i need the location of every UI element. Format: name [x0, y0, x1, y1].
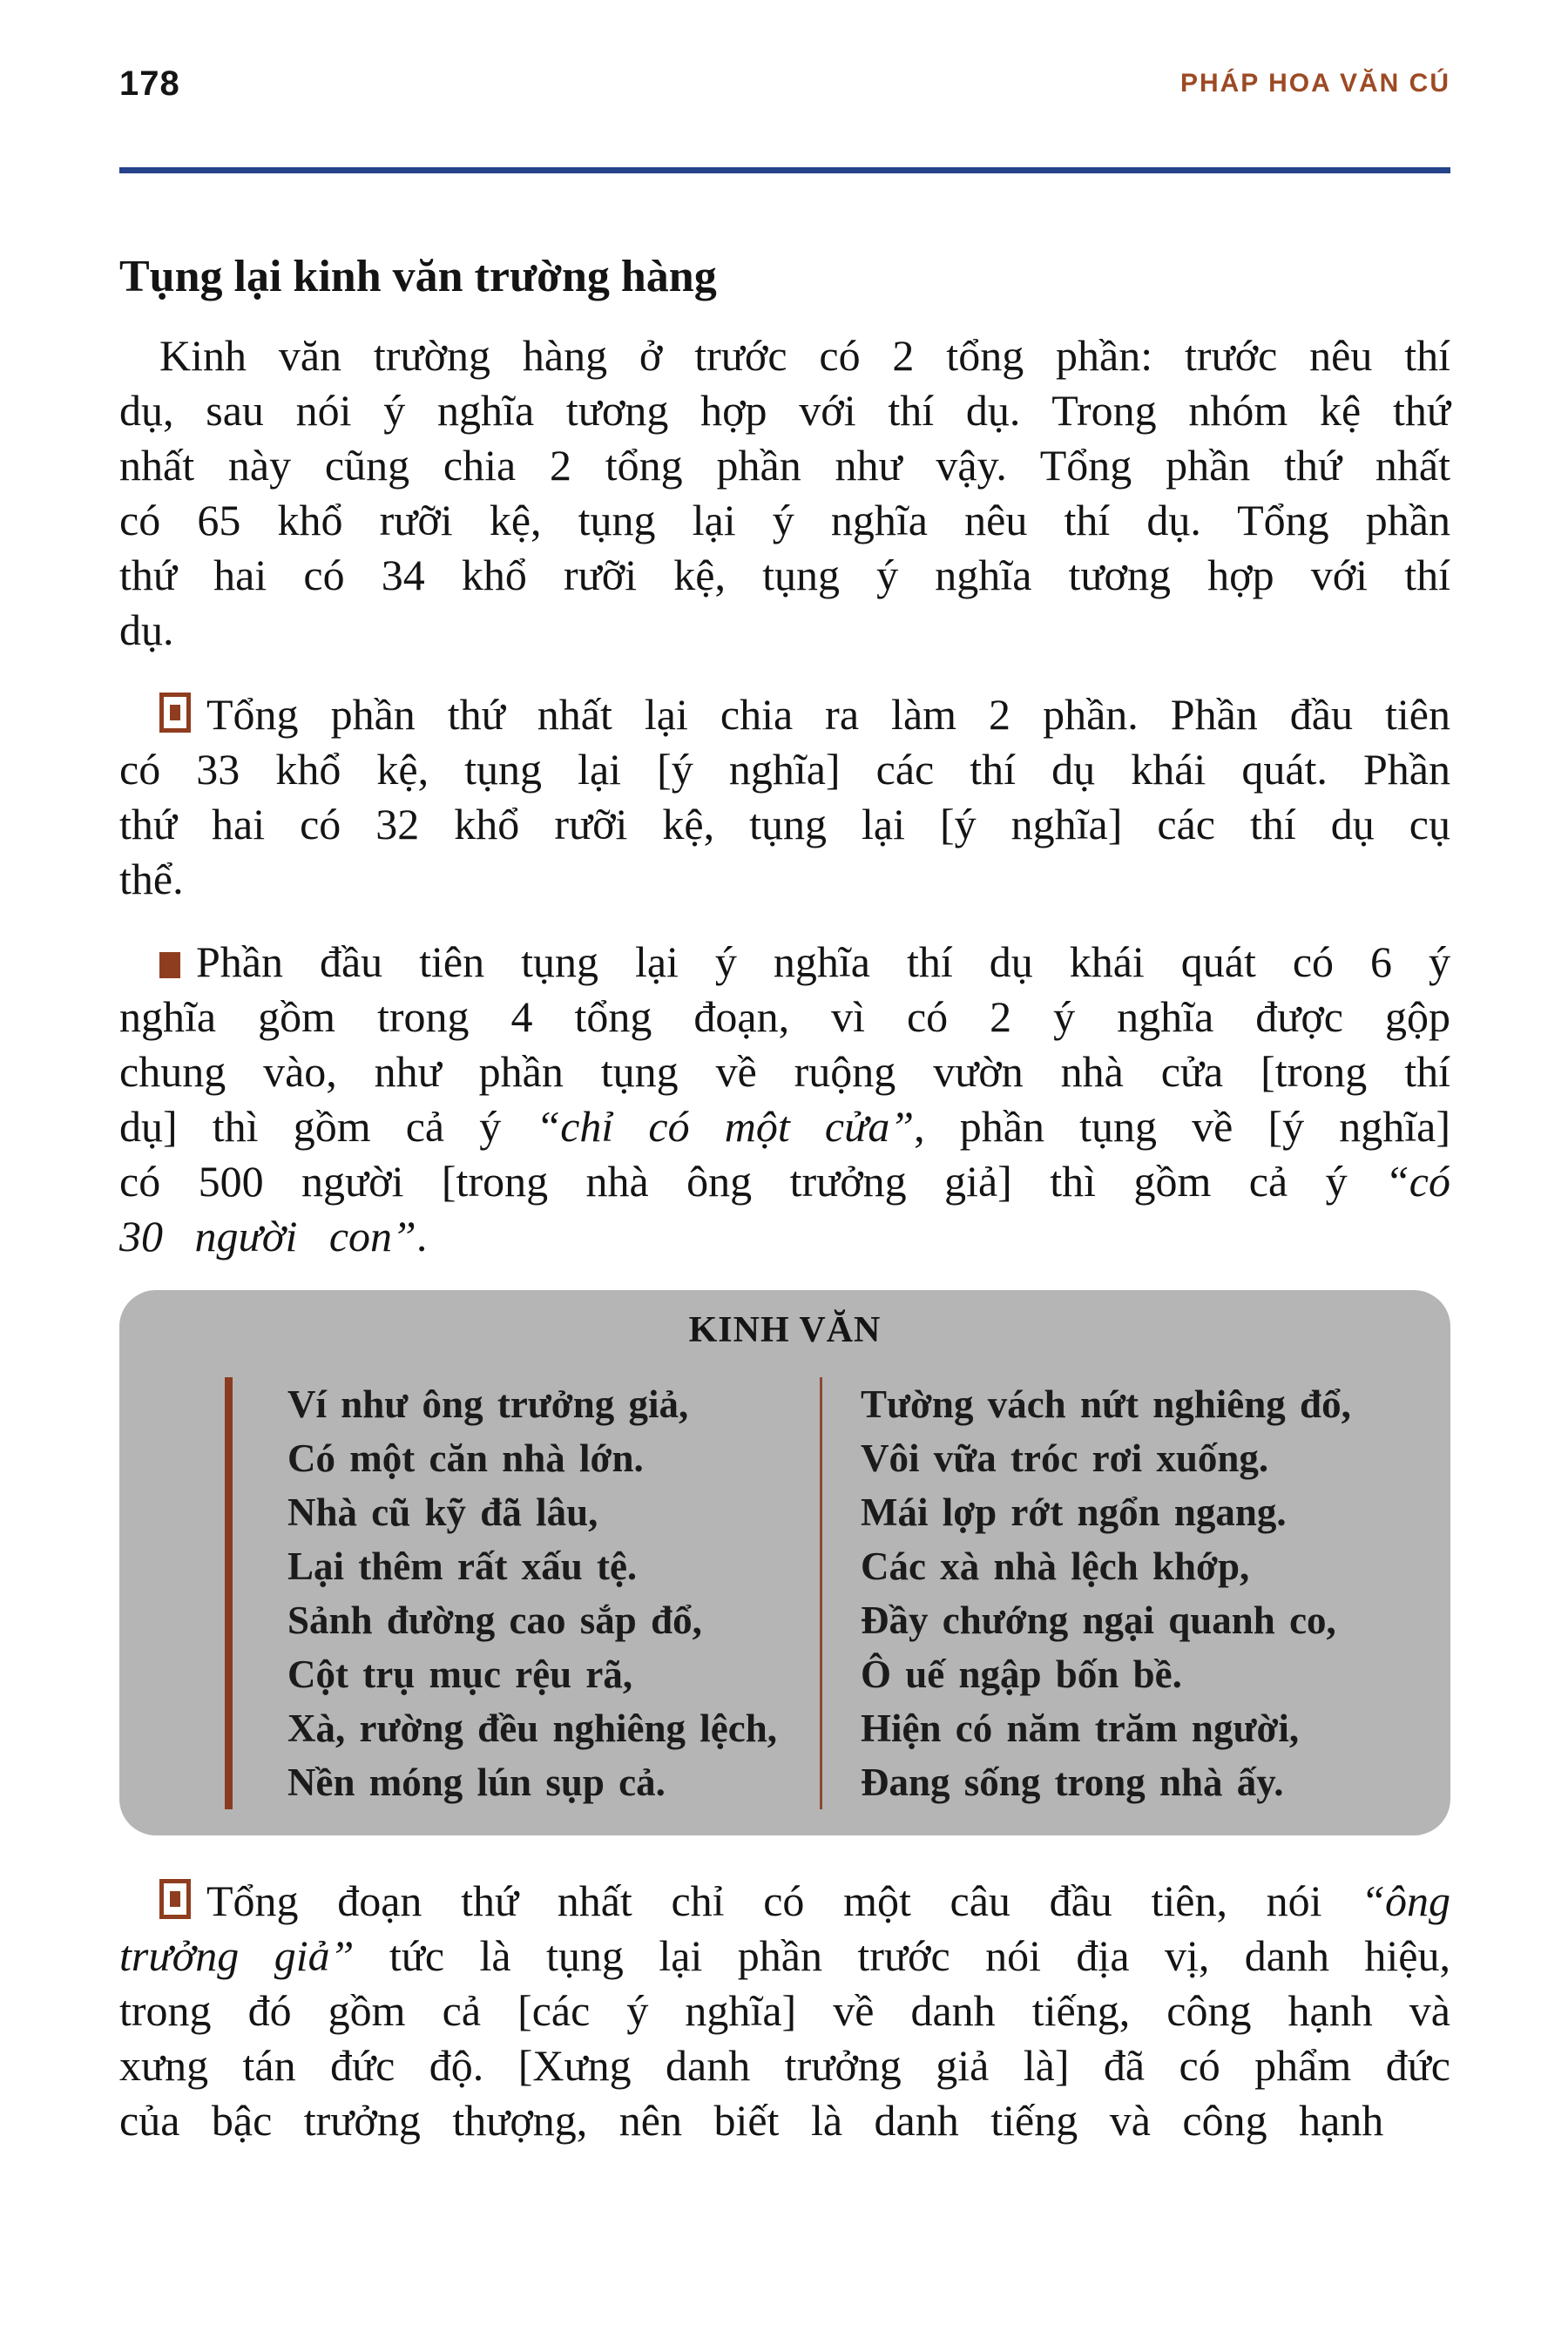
running-title: PHÁP HOA VĂN CÚ [1179, 69, 1450, 98]
paragraph-3-quote-2: “có 30 người con” [119, 1157, 1450, 1260]
verse-line: Xà, rường đều nghiêng lệch, [287, 1707, 777, 1750]
kinh-van-title: KINH VĂN [688, 1310, 882, 1350]
verse-line: Lại thêm rất xấu tệ. [287, 1544, 638, 1588]
paragraph-3-run-1: Phần đầu tiên tụng lại ý nghĩa thí dụ khái quát có 6 ý nghĩa gồm trong 4 tổng đoạn, vì có 2 ý nghĩa được gộp chung vào, như phần tụng về ruộng vườn nhà cửa [trong thí dụ] thì gồm cả ý [119, 937, 1450, 1151]
verse-line: Hiện có năm trăm người, [861, 1707, 1300, 1750]
verse-line: Ô uế ngập bốn bề. [861, 1652, 1182, 1696]
verse-line: Đầy chướng ngại quanh co, [861, 1598, 1336, 1642]
paragraph-1 [119, 328, 1450, 658]
paragraph-3-run-3: . [416, 1212, 428, 1260]
verse-line: Ví như ông trưởng giả, [287, 1382, 689, 1426]
paragraph-2-text: Tổng phần thứ nhất lại chia ra làm 2 phần. Phần đầu tiên có 33 khổ kệ, tụng lại [ý nghĩa] các thí dụ khái quát. Phần thứ hai có 32 khổ rưỡi kệ, tụng lại [ý nghĩa] các thí dụ cụ thể. [119, 690, 1450, 903]
paragraph-4-quote-1: “ông trưởng giả” [119, 1876, 1450, 1980]
kinh-van-box [119, 1290, 1450, 1835]
paragraph-3-run-2: , phần tụng về [ý nghĩa] có 500 người [trong nhà ông trưởng giả] thì gồm cả ý [119, 1102, 1450, 1206]
page-number: 178 [119, 64, 180, 103]
paragraph-4-run-2: tức là tụng lại phần trước nói địa vị, danh hiệu, trong đó gồm cả [các ý nghĩa] về danh tiếng, công hạnh và xưng tán đức độ. [Xưng danh trưởng giả là] đã có phẩm đức của bậc trưởng thượng, nên biết là danh tiếng và công hạnh [119, 1931, 1450, 2145]
verse-line: Nhà cũ kỹ đã lâu, [287, 1490, 598, 1534]
verse-line: Các xà nhà lệch khớp, [861, 1544, 1250, 1588]
verse-lines-left [287, 1377, 777, 1809]
paragraph-2 [119, 687, 1450, 907]
outlined-square-marker-fill [170, 1891, 180, 1907]
verse-line: Vôi vữa tróc rơi xuống. [861, 1436, 1269, 1480]
outlined-square-marker-fill [170, 705, 180, 720]
page-header [119, 0, 1450, 105]
verse-line: Tường vách nứt nghiêng đổ, [861, 1382, 1351, 1426]
paragraph-3 [119, 935, 1450, 1264]
verse-line: Nền móng lún sụp cả. [287, 1761, 666, 1804]
paragraph-3-quote-1: “chỉ có một cửa” [536, 1102, 915, 1151]
solid-square-marker-icon [159, 952, 180, 978]
verse-row [119, 1377, 1450, 1809]
outlined-square-marker-icon [159, 693, 191, 733]
section-heading: Tụng lại kinh văn trường hàng [119, 252, 717, 301]
verse-line: Cột trụ mục rệu rã, [287, 1652, 633, 1696]
verse-accent-bar [225, 1377, 233, 1809]
verse-column-left [119, 1377, 820, 1809]
verse-line: Đang sống trong nhà ấy. [861, 1761, 1284, 1804]
verse-line: Có một căn nhà lớn. [287, 1436, 644, 1480]
verse-column-right [820, 1377, 1450, 1809]
verse-lines-right [861, 1377, 1450, 1809]
header-rule [119, 167, 1450, 173]
outlined-square-marker-icon [159, 1879, 191, 1919]
paragraph-4-run-1: Tổng đoạn thứ nhất chỉ có một câu đầu tiên, nói [206, 1876, 1362, 1925]
paragraph-1-text: Kinh văn trường hàng ở trước có 2 tổng phần: trước nêu thí dụ, sau nói ý nghĩa tương hợp với thí dụ. Trong nhóm kệ thứ nhất này cũng chia 2 tổng phần như vậy. Tổng phần thứ nhất có 65 khổ rưỡi kệ, tụng lại ý nghĩa nêu thí dụ. Tổng phần thứ hai có 34 khổ rưỡi kệ, tụng ý nghĩa tương hợp với thí dụ. [119, 331, 1450, 654]
verse-line: Mái lợp rớt ngổn ngang. [861, 1490, 1287, 1534]
verse-line: Sảnh đường cao sắp đổ, [287, 1598, 702, 1642]
paragraph-4 [119, 1874, 1450, 2148]
